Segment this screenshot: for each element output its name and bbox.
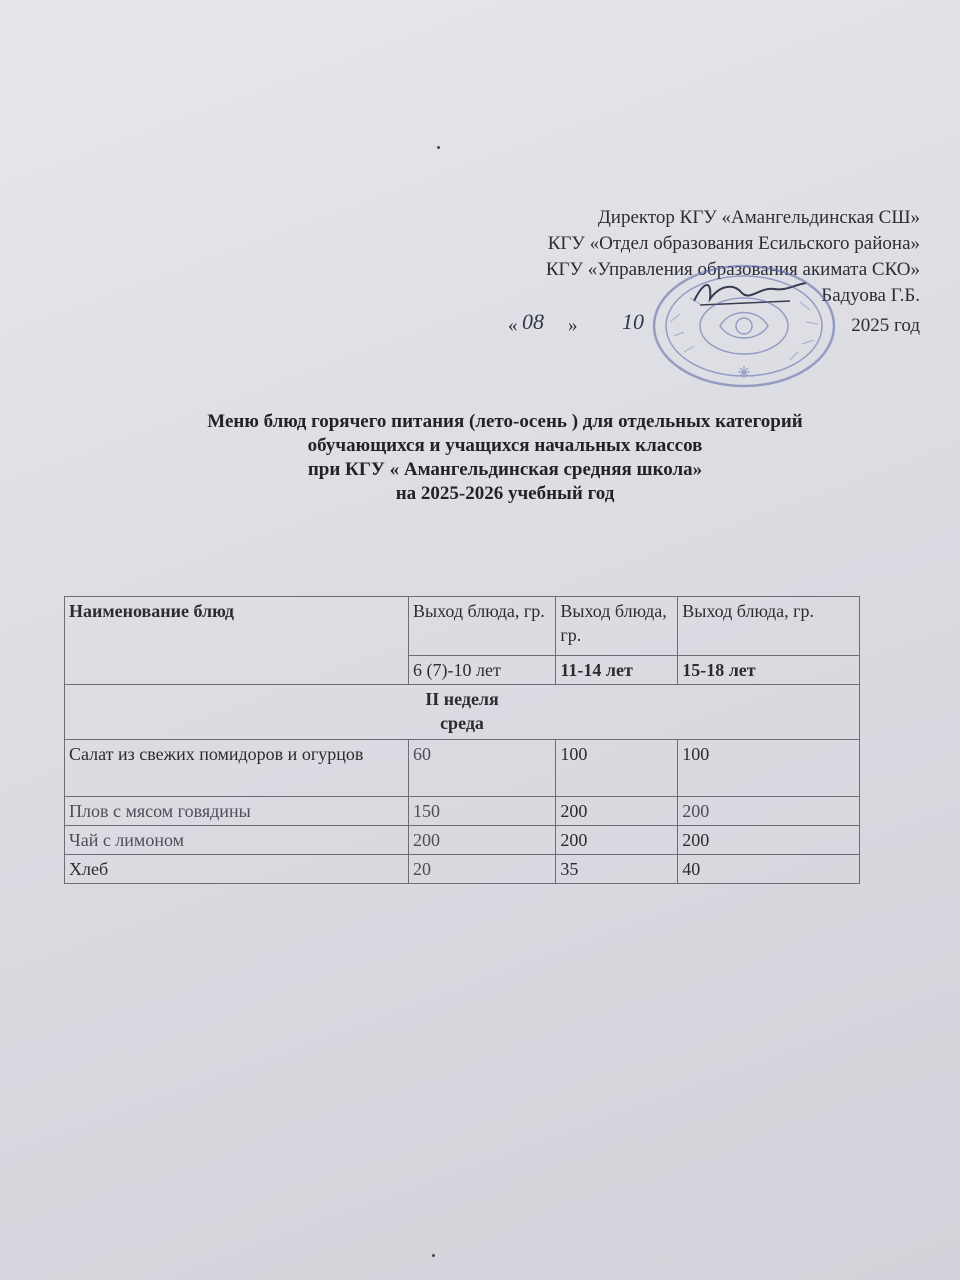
date-year: 2025 год — [851, 315, 920, 336]
dish-output-col1: 20 — [408, 855, 555, 884]
dish-name: Салат из свежих помидоров и огурцов — [65, 740, 409, 797]
official-stamp-icon — [650, 262, 838, 390]
dish-output-col1: 60 — [408, 740, 555, 797]
header-output-col2: Выход блюда, гр. — [556, 597, 678, 656]
date-quote-open: « — [508, 315, 518, 336]
table-row — [65, 855, 860, 884]
date-day: 08 — [522, 309, 544, 334]
dish-output-col2: 100 — [556, 740, 678, 797]
dish-output-col2: 35 — [556, 855, 678, 884]
paper-speck — [437, 146, 440, 149]
title-line-4: на 2025-2026 учебный год — [395, 483, 615, 504]
week-label: II неделя — [425, 689, 499, 709]
dish-output-col3: 40 — [678, 855, 860, 884]
signatory-name: Бадуова Г.Б. — [821, 285, 920, 306]
dish-output-col2: 200 — [556, 797, 678, 826]
title-line-1: Меню блюд горячего питания (лето-осень ) для отдельных категорий — [207, 411, 803, 432]
title-line-3: при КГУ « Амангельдинская средняя школа» — [307, 459, 703, 480]
menu-title — [60, 410, 950, 506]
approval-line-administration: КГУ «Управления образования акимата СКО» — [545, 259, 920, 280]
day-label: среда — [440, 713, 484, 733]
header-dish-name: Наименование блюд — [65, 597, 409, 685]
dish-output-col3: 200 — [678, 797, 860, 826]
dish-output-col3: 200 — [678, 826, 860, 855]
dish-name: Чай с лимоном — [65, 826, 409, 855]
age-col3: 15-18 лет — [678, 656, 860, 685]
dish-output-col1: 200 — [408, 826, 555, 855]
table-row — [65, 826, 860, 855]
menu-table — [64, 596, 860, 884]
age-col1: 6 (7)-10 лет — [408, 656, 555, 685]
approval-line-department: КГУ «Отдел образования Есильского района» — [547, 233, 920, 254]
date-month: 10 — [622, 309, 644, 334]
dish-output-col3: 100 — [678, 740, 860, 797]
dish-name: Хлеб — [65, 855, 409, 884]
week-day-cell — [65, 685, 860, 740]
table-week-row — [65, 685, 860, 740]
dish-output-col1: 150 — [408, 797, 555, 826]
age-col2: 11-14 лет — [556, 656, 678, 685]
paper-speck — [432, 1254, 435, 1257]
date-quote-close: » — [568, 315, 578, 336]
header-output-col3: Выход блюда, гр. — [678, 597, 860, 656]
dish-output-col2: 200 — [556, 826, 678, 855]
table-row — [65, 740, 860, 797]
dish-name: Плов с мясом говядины — [65, 797, 409, 826]
title-line-2: обучающихся и учащихся начальных классов — [307, 435, 703, 456]
header-output-col1: Выход блюда, гр. — [408, 597, 555, 656]
table-row — [65, 797, 860, 826]
approval-line-director: Директор КГУ «Амангельдинская СШ» — [597, 207, 920, 228]
table-header-row — [65, 597, 860, 656]
